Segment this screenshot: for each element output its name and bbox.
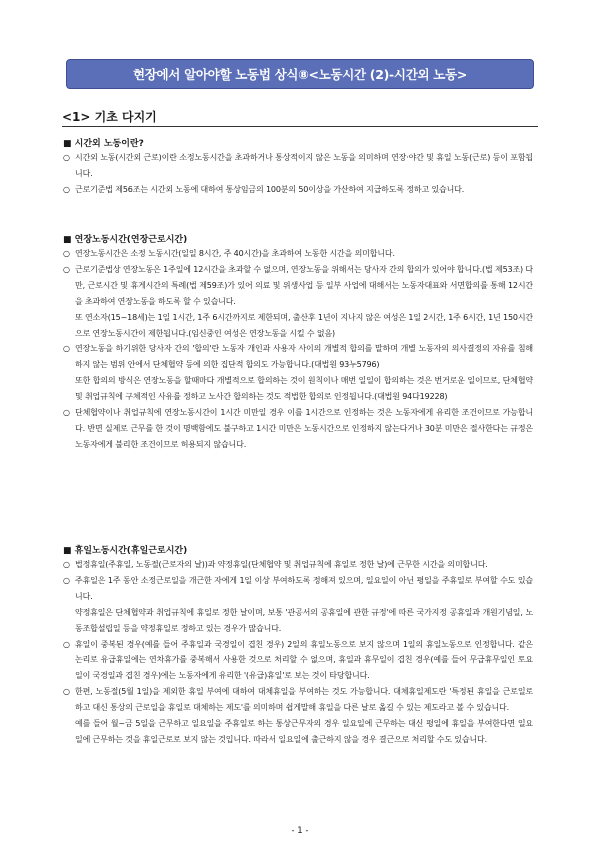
list-item: 또한 합의의 방식은 연장노동을 할때마다 개별적으로 합의하는 것이 원칙이나 매번 일일이 합의하는 것은 번거로운 일이므로, 단체협약 및 취업규칙에 구체적인 사유를 정하고 노사간 합의하는 것도 적법한 합의로 인정됩니다.(대법원 94다19228) [75,376,533,402]
subsection-heading-overtime: ■ 시간외 노동이란? [63,139,144,149]
list-item: ○ 법정휴일(주휴일, 노동절(근로자의 날))과 약정휴일(단체협약 및 취업규칙에 휴일로 정한 날)에 근무한 시간을 의미합니다. [63,560,488,569]
list-item: ○ 휴일이 중복된 경우(예를 들어 주휴일과 국경일이 겹친 경우) 2일의 휴일노동으로 보지 않으며 1일의 휴일노동으로 인정합니다. 같은 논리로 유급휴일에는 연차휴가를 중복해서 사용한 것으로 처리할 수 없으며, 휴일과 휴무일이 겹친 경우(예를 들어 무급휴무일인 토요일이 국경일과 겹친 경우)에는 노동자에게 유리한 '(유급)휴일'로 보는 것이 타당합니다. [63,639,533,681]
list-item: ○ 연장노동을 하기위한 당사자 간의 '합의'란 노동자 개인과 사용자 사이의 개별적 합의를 말하며 개별 노동자의 의사결정의 자유를 침해하지 않는 범위 안에서 단체협약 등에 의한 집단적 합의도 가능합니다.(대법원 93누5796) [63,344,533,370]
document-title: 현장에서 알아야할 노동법 상식⑧<노동시간 (2)-시간외 노동> [132,67,468,82]
list-item: ○ 주휴일은 1주 동안 소정근로일을 개근한 자에게 1일 이상 부여하도록 정해져 있으며, 일요일이 아닌 평일을 주휴일로 부여할 수도 있습니다. [63,575,533,601]
list-item: ○ 연장노동시간은 소정 노동시간(일일 8시간, 주 40시간)을 초과하여 노동한 시간을 의미합니다. [63,249,395,258]
subsection-body-holiday-hours [63,557,533,748]
list-item: ○ 근로기준법 제56조는 시간외 노동에 대하여 통상임금의 100분의 50이상을 가산하여 지급하도록 정하고 있습니다. [63,184,465,194]
subsection-body-extended-hours [63,246,533,453]
subsection-heading-extended-hours: ■ 연장노동시간(연장근로시간) [63,235,188,245]
subsection-body-overtime [63,150,533,198]
list-item: ○ 단체협약이나 취업규칙에 연장노동시간이 1시간 미만일 경우 이를 1시간으로 인정하는 것은 노동자에게 유리한 조건이므로 가능합니다. 반면 실제로 근무를 한 것이 명백함에도 불구하고 1시간 미만은 노동시간으로 인정하지 않는다거나 30분 미만은 절사한다는 규정은 노동자에게 불리한 조건이므로 허용되지 않습니다. [63,408,533,449]
page-number: - 1 - [291,826,309,836]
list-item: ○ 시간외 노동(시간외 근로)이란 소정노동시간을 초과하거나 통상적이지 않은 노동을 의미하며 연장·야간 및 휴일 노동(근로) 등이 포함됩니다. [63,153,533,178]
list-item: ○ 근로기준법상 연장노동은 1주일에 12시간을 초과할 수 없으며, 연장노동을 위해서는 당사자 간의 합의가 있어야 합니다.(법 제53조) 다만, 근로시간 및 휴게시간의 특례(법 제59조)가 있어 의료 및 위생사업 등 일부 사업에 대해서는 노동자대표와 서면합의를 통해 12시간을 초과하여 연장노동을 하도록 할 수 있습니다. [63,264,533,306]
document-title-banner [66,59,534,89]
section-divider [62,126,538,127]
list-item: 예를 들어 월~금 5일을 근무하고 일요일을 주휴일로 하는 통상근무자의 경우 일요일에 근무하는 대신 평일에 휴일을 부여한다면 일요일에 근무하는 것을 휴일근로로 보지 않는 것입니다. 따라서 일요일에 출근하지 않을 경우 결근으로 처리할 수도 있습니다. [75,719,533,744]
list-item: ○ 한편, 노동절(5월 1일)을 제외한 휴일 부여에 대하여 대체휴일을 부여하는 것도 가능합니다. 대체휴일제도란 '특정된 휴일을 근로일로 하고 대신 통상의 근로일을 휴일로 대체하는 제도'를 의미하며 쉽게말해 휴일을 다른 날로 옮길 수 있는 제도라고 볼 수 있습니다. [63,687,533,713]
list-item: 또 연소자(15~18세)는 1일 1시간, 1주 6시간까지로 제한되며, 출산후 1년이 지나지 않은 여성은 1일 2시간, 1주 6시간, 1년 150시간으로 연장노동시간이 제한됩니다.(임신중인 여성은 연장노동을 시킬 수 없음) [75,312,533,338]
section-heading: <1> 기초 다지기 [62,110,157,124]
subsection-heading-holiday-hours: ■ 휴일노동시간(휴일근로시간) [63,546,188,556]
list-item: 약정휴일은 단체협약과 취업규칙에 휴일로 정한 날이며, 보통 '관공서의 공휴일에 관한 규정'에 따른 국가지정 공휴일과 개원기념일, 노동조합설립일 등을 약정휴일로 정하고 있는 경우가 많습니다. [75,607,533,633]
